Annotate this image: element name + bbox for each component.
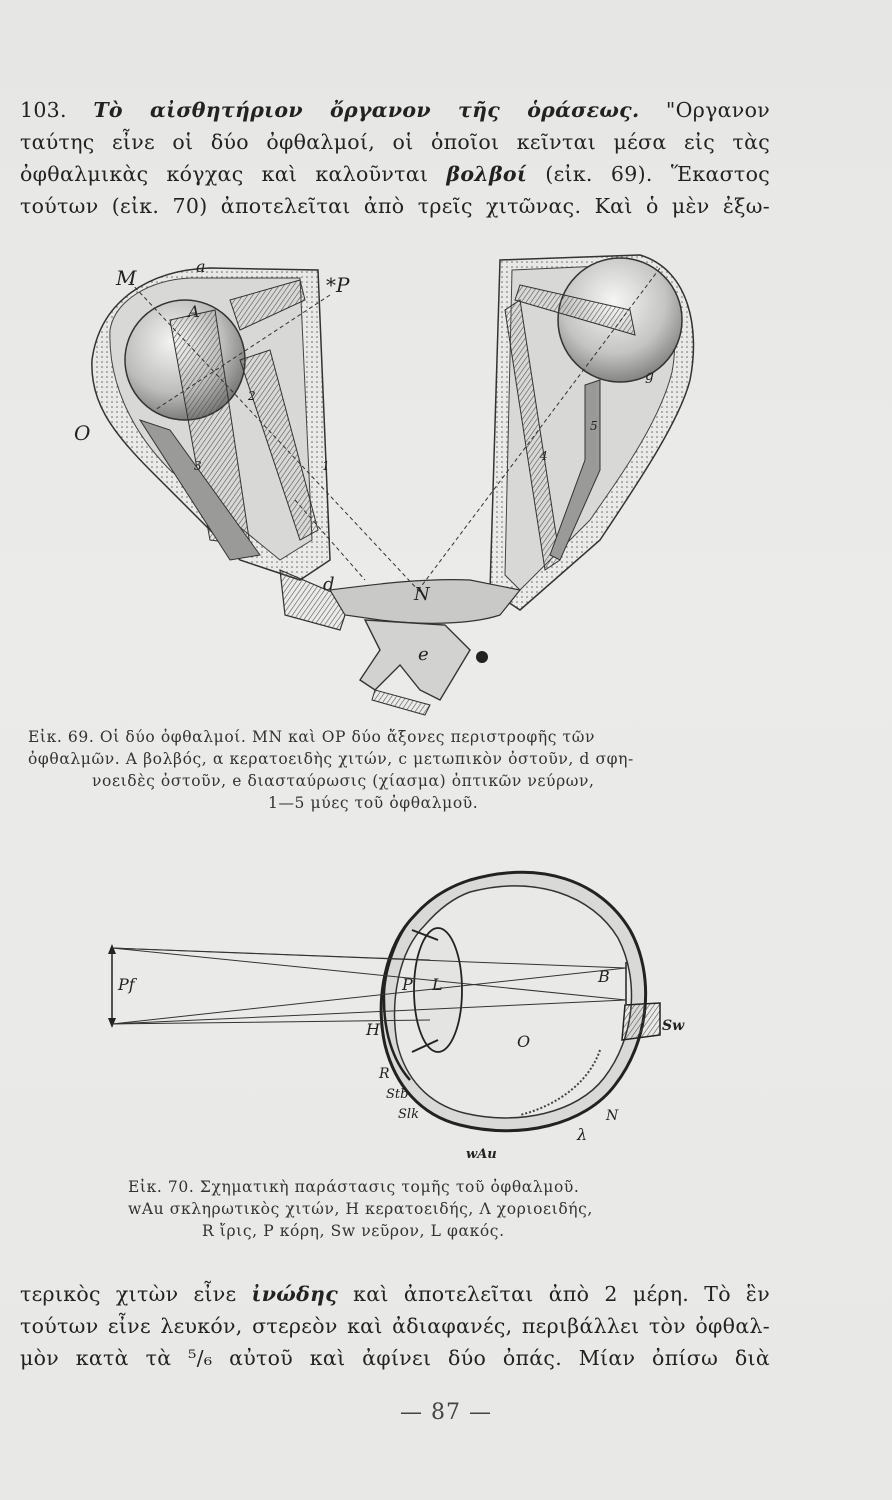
text-line: τούτων (εἰκ. 70) ἀποτελεῖται ἀπὸ τρεῖς χιτῶνας. Καὶ ὁ μὲν ἐξω-	[20, 194, 770, 218]
caption-line: 1—5 μύες τοῦ ὀφθαλμοῦ.	[268, 794, 479, 812]
fig69-label-3: 3	[194, 459, 202, 473]
fig69-label-N: N	[414, 584, 430, 605]
text-line: ὀφθαλμικὰς κόγχας καὶ καλοῦνται βολβοί (εἰκ. 69). Ἕκαστος	[20, 162, 770, 186]
fig69-label-2: 2	[248, 389, 256, 403]
section-number: 103.	[20, 98, 67, 122]
fig70-label-B: B	[598, 967, 610, 986]
fig69-label-1: 1	[322, 459, 330, 473]
fig70-label-H: H	[366, 1020, 380, 1039]
fig69-label-d: d	[323, 574, 335, 595]
text-line: 103. Τὸ αἰσθητήριον ὄργανον τῆς ὁράσεως. "Οργανον	[20, 98, 770, 122]
fig70-label-L: L	[432, 975, 443, 994]
fig70-label-Sw: Sw	[662, 1018, 685, 1034]
fig70-label-N: N	[606, 1108, 619, 1124]
term-bolboi: βολβοί	[446, 162, 528, 186]
text-line: ταύτης εἶνε οἱ δύο ὀφθαλμοί, οἱ ὁποῖοι κεῖνται μέσα εἰς τὰς	[20, 130, 770, 154]
fig70-label-lambda: λ	[577, 1125, 588, 1144]
fig69-label-g: g	[645, 368, 654, 384]
caption-line: Εἰκ. 69. Οἱ δύο ὀφθαλμοί. ΜΝ καὶ ΟΡ δύο ἄξονες περιστροφῆς τῶν	[28, 728, 595, 746]
text-line: τούτων εἶνε λευκόν, στερεὸν καὶ ἀδιαφανές, περιβάλλει τὸν ὀφθαλ-	[20, 1314, 770, 1338]
fig69-label-O: O	[74, 421, 91, 445]
text-line: μὸν κατὰ τὰ ⁵/₆ αὐτοῦ καὶ ἀφίνει δύο ὀπάς. Μίαν ὀπίσω διὰ	[20, 1346, 770, 1370]
section-title: Τὸ αἰσθητήριον ὄργανον τῆς ὁράσεως.	[93, 98, 640, 122]
fig69-label-M: M	[116, 266, 137, 290]
fig69-label-5: 5	[590, 419, 598, 433]
fig69-label-a: a	[196, 257, 206, 276]
optic-nerve	[622, 1003, 660, 1040]
caption-line: Εἰκ. 70. Σχηματικὴ παράστασις τομῆς τοῦ ὀφθαλμοῦ.	[128, 1178, 580, 1196]
fig70-label-R: R	[379, 1066, 390, 1082]
eye-section	[381, 872, 660, 1130]
fig70-label-Slk: Slk	[398, 1107, 419, 1122]
continuation-paragraph	[20, 1278, 770, 1374]
fig70-label-Stb: Stb	[386, 1087, 409, 1102]
text-line: τερικὸς χιτὼν εἶνε ἰνώδης καὶ ἀποτελεῖται ἀπὸ 2 μέρη. Τὸ ἓν	[20, 1282, 770, 1306]
fig70-label-P: P	[402, 975, 413, 994]
figure-70-caption	[128, 1176, 728, 1242]
fig69-label-4: 4	[540, 449, 548, 463]
fig69-label-A: A	[188, 302, 200, 321]
page-number: — 87 —	[400, 1400, 492, 1425]
caption-line: ὀφθαλμῶν. Α βολβός, α κερατοειδὴς χιτών, c μετωπικὸν ὀστοῦν, d σφη-	[28, 750, 634, 768]
caption-line: wAu σκληρωτικὸς χιτών, Η κερατοειδής, Λ χοριοειδής,	[128, 1200, 593, 1218]
fig70-label-Pf: Pf	[118, 975, 135, 994]
caption-line: νοειδὲς ὀστοῦν, e διασταύρωσις (χίασμα) ὀπτικῶν νεύρων,	[92, 772, 595, 790]
fig69-label-e: e	[418, 644, 429, 665]
fig69-label-P: *P	[326, 273, 350, 297]
term-inodis: ἰνώδης	[251, 1282, 339, 1306]
caption-line: R ἴρις, Ρ κόρη, Sw νεῦρον, L φακός.	[202, 1222, 505, 1240]
fig70-label-wAu: wAu	[466, 1147, 497, 1162]
fig70-label-O: O	[517, 1032, 531, 1051]
